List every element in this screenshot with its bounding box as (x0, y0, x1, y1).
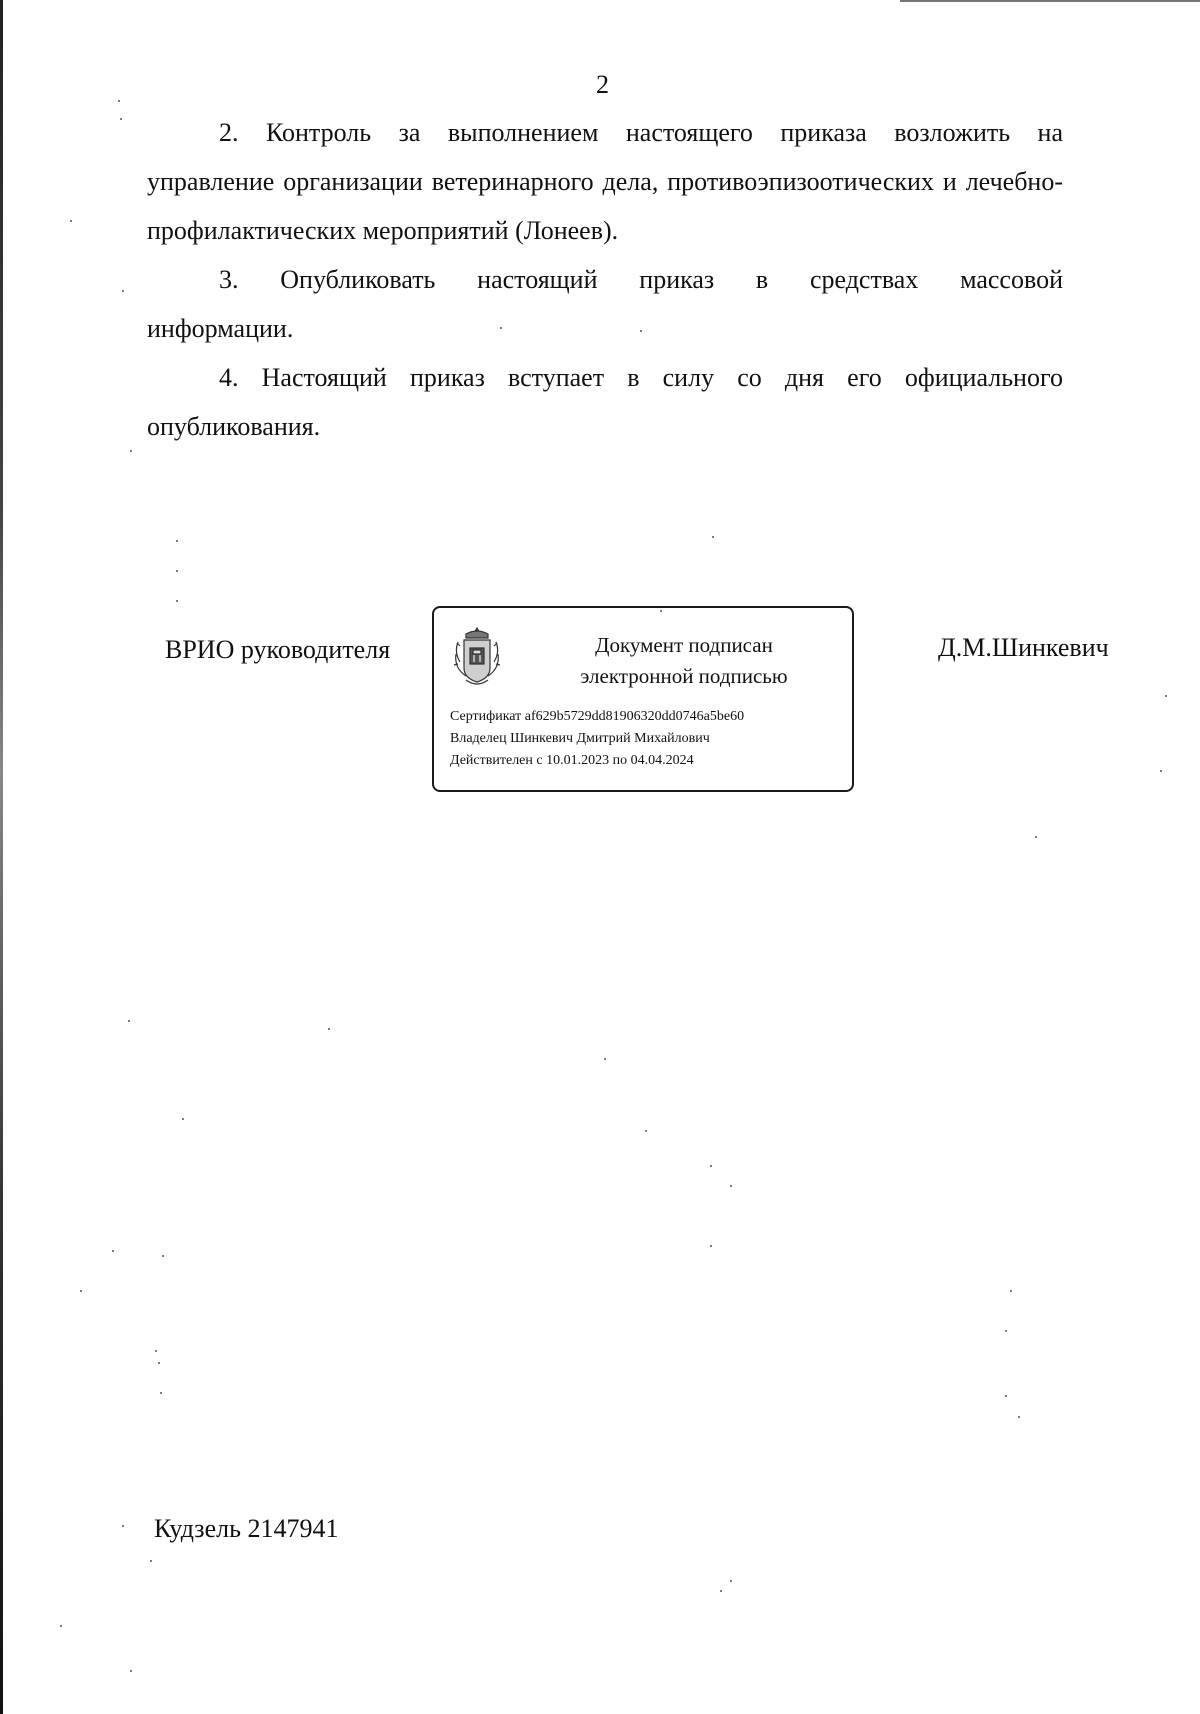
scan-speck (128, 1020, 130, 1022)
scan-speck (645, 1130, 647, 1132)
scan-speck (710, 1165, 712, 1167)
scan-speck (500, 327, 502, 329)
signer-position: ВРИО руководителя (165, 635, 391, 664)
stamp-certificate: Сертификат af629b5729dd81906320dd0746a5be60 (450, 709, 745, 724)
scan-speck (176, 600, 178, 602)
scan-speck (1010, 1290, 1012, 1292)
paragraph-3-rest: информации. (147, 314, 294, 343)
paragraph-2-first-line: 2. Контроль за выполнением настоящего приказа возложить на (219, 118, 1063, 147)
page-number: 2 (596, 70, 609, 99)
scan-speck (158, 1362, 160, 1364)
scan-speck (182, 1118, 184, 1120)
stamp-owner: Владелец Шинкевич Дмитрий Михайлович (450, 731, 710, 746)
scan-speck (120, 118, 122, 120)
scan-speck (730, 1185, 732, 1187)
executor-contact: Кудзель 2147941 (154, 1514, 339, 1543)
scan-speck (1005, 1395, 1007, 1397)
stamp-validity: Действителен с 10.01.2023 по 04.04.2024 (450, 753, 694, 768)
stamp-heading-line-1: Документ подписан (595, 633, 773, 657)
scan-speck (710, 1245, 712, 1247)
scan-speck (60, 1625, 62, 1627)
coat-of-arms-icon (452, 624, 502, 690)
paragraph-3 (147, 255, 1063, 353)
e-signature-stamp (432, 606, 854, 792)
scan-speck (720, 1590, 722, 1592)
paragraph-4-rest: опубликования. (147, 412, 321, 441)
scan-edge-left (0, 0, 3, 1714)
scan-speck (640, 330, 642, 332)
scan-speck (70, 220, 72, 222)
scan-speck (122, 1525, 124, 1527)
scan-speck (162, 1255, 164, 1257)
paragraph-4-first-line: 4. Настоящий приказ вступает в силу со дня его официального (219, 363, 1063, 392)
scan-speck (176, 540, 178, 542)
scan-speck (130, 450, 132, 452)
scan-speck (150, 1560, 152, 1562)
paragraph-2 (147, 108, 1063, 255)
scan-speck (730, 1580, 732, 1582)
paragraph-2-rest: управление организации ветеринарного дела, противоэпизоотических и лечебно-профилактических мероприятий (Лонеев). (147, 167, 1063, 245)
scan-edge-top (900, 0, 1200, 2)
stamp-heading-line-2: электронной подписью (580, 664, 788, 688)
scan-speck (80, 1290, 82, 1292)
scan-speck (1035, 836, 1037, 838)
signer-name: Д.М.Шинкевич (938, 633, 1109, 662)
scan-speck (1160, 770, 1162, 772)
scan-speck (130, 1670, 132, 1672)
scan-speck (328, 1028, 330, 1030)
scan-speck (118, 100, 120, 102)
stamp-heading (534, 630, 834, 692)
scan-speck (160, 1392, 162, 1394)
scan-speck (1018, 1416, 1020, 1418)
scan-speck (1165, 695, 1167, 697)
paragraph-3-first-line: 3. Опубликовать настоящий приказ в средствах массовой (219, 265, 1063, 294)
scan-speck (604, 1058, 606, 1060)
scan-speck (122, 290, 124, 292)
scan-speck (112, 1250, 114, 1252)
scan-speck (155, 1350, 157, 1352)
stamp-details (450, 706, 744, 772)
paragraph-4 (147, 353, 1063, 451)
scan-speck (660, 610, 662, 612)
scan-speck (712, 536, 714, 538)
scan-speck (1005, 1330, 1007, 1332)
order-body (147, 108, 1063, 451)
scan-speck (176, 570, 178, 572)
